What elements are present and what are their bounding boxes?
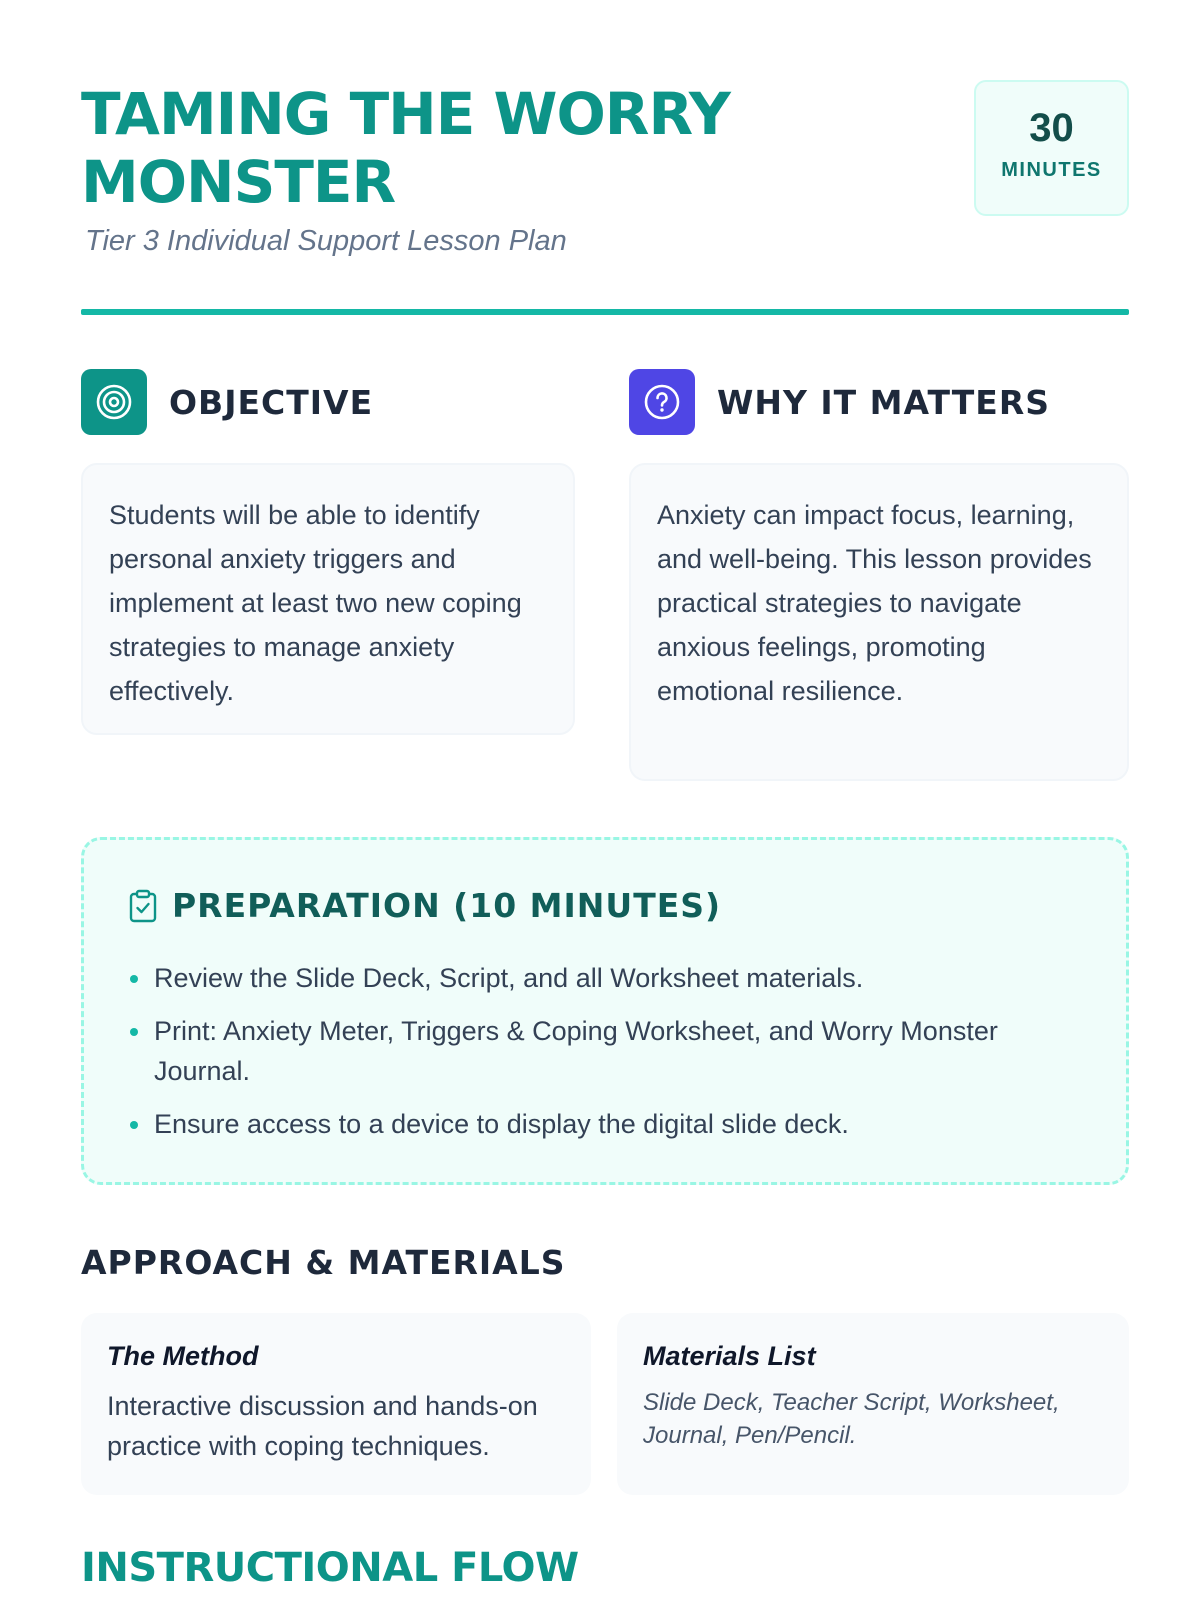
list-item: Print: Anxiety Meter, Triggers & Coping Worksheet, and Worry Monster Journal.: [128, 1011, 1088, 1091]
method-text: Interactive discussion and hands-on practice with coping techniques.: [107, 1391, 538, 1461]
preparation-heading: [128, 886, 721, 925]
method-card: [81, 1313, 591, 1495]
objective-label: OBJECTIVE: [169, 382, 374, 422]
objective-card: [81, 463, 575, 735]
objective-heading: [81, 369, 373, 435]
why-label: WHY IT MATTERS: [717, 382, 1050, 422]
materials-card: [617, 1313, 1129, 1495]
materials-text: Slide Deck, Teacher Script, Worksheet, Journal, Pen/Pencil.: [643, 1389, 1060, 1449]
page-header: [81, 80, 1129, 270]
page-title: TAMING THE WORRY MONSTER: [81, 80, 730, 216]
preparation-box: [81, 837, 1129, 1185]
instructional-flow-heading: INSTRUCTIONAL FLOW: [81, 1545, 579, 1591]
duration-badge: [974, 80, 1129, 216]
objective-text: Students will be able to identify personal anxiety triggers and implement at least two new coping strategies to manage anxiety effectively.: [109, 500, 522, 706]
preparation-title: PREPARATION (10 MINUTES): [172, 886, 722, 925]
why-heading: [629, 369, 1050, 435]
duration-unit: MINUTES: [1001, 159, 1102, 181]
why-text: Anxiety can impact focus, learning, and well-being. This lesson provides practical strategies to navigate anxious feelings, promoting emotional resilience.: [657, 500, 1092, 706]
approach-heading: APPROACH & MATERIALS: [81, 1243, 566, 1282]
list-item: Ensure access to a device to display the digital slide deck.: [128, 1104, 1088, 1144]
header-divider: [81, 309, 1129, 315]
duration-value: 30: [1029, 106, 1074, 150]
preparation-list: [128, 958, 1088, 1157]
why-card: [629, 463, 1129, 781]
method-title: The Method: [107, 1341, 259, 1371]
clipboard-check-icon: [128, 889, 158, 923]
page-subtitle: Tier 3 Individual Support Lesson Plan: [85, 225, 567, 257]
materials-title: Materials List: [643, 1341, 816, 1371]
list-item: Review the Slide Deck, Script, and all Worksheet materials.: [128, 958, 1088, 998]
target-icon: [81, 369, 147, 435]
question-circle-icon: [629, 369, 695, 435]
